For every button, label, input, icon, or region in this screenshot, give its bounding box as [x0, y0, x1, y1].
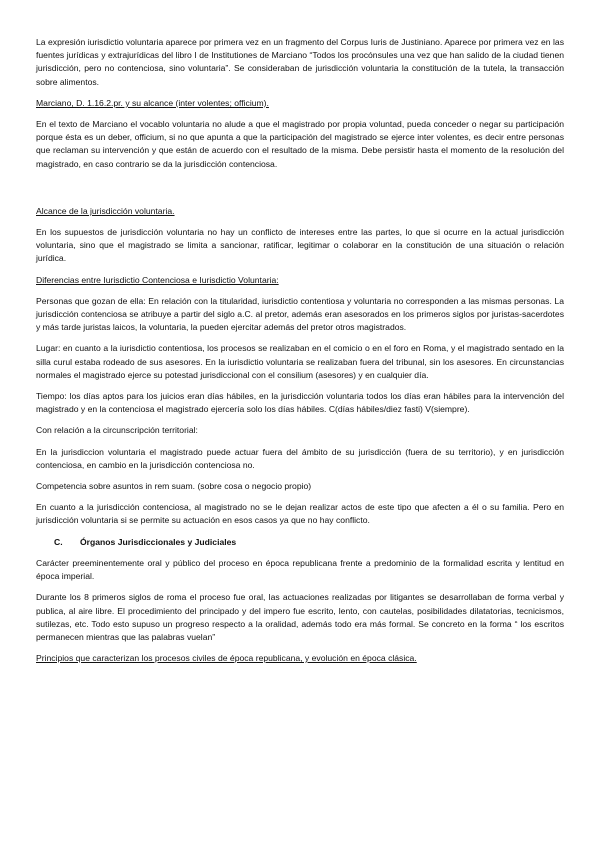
paragraph-circunscripcion: En la jurisdiccion voluntaria el magistrado puede actuar fuera del ámbito de su jurisdicción (fuera de su territorio), y en jurisdicción contenciosa, en cambio en la jurisdicción contenciosa no.: [36, 446, 564, 470]
paragraph-marciano: En el texto de Marciano el vocablo voluntaria no alude a que el magistrado por propia voluntad, pueda conceder o negar su participación porque ésta es un deber, officium, si no que apunta a que la participación del magistrado se ejerce inter volentes, es decir entre personas que reclaman su intervención y que están de acuerdo con el resultado de la misma. Debe persistir hasta el momento de la resolución del magistrado, en caso contrario se da la jurisdicción contenciosa.: [36, 119, 564, 169]
section-title: Órganos Jurisdiccionales y Judiciales: [80, 536, 237, 547]
paragraph-tiempo: Tiempo: los días aptos para los juicios eran días hábiles, en la jurisdicción voluntaria todos los días eran hábiles para la intervención del magistrado y en la contenciosa el magistrado ejercería solo los días hábiles. C(días hábiles/diez fasti) V(siempre).: [36, 391, 564, 415]
paragraph-circunscripcion-label: Con relación a la circunscripción territorial:: [36, 425, 198, 436]
paragraph-personas: Personas que gozan de ella: En relación con la titularidad, iurisdictio contentiosa y voluntaria no corresponden a las mismas personas. La jurisdicción contenciosa se atribuye a partir del siglo a.C. al pretor, además eran asesorados en los primeros siglos por juristas-sacerdotes y más tarde juristas laicos, la voluntaria, la pueden ejercitar además del pretor otros magistrados.: [36, 295, 564, 333]
paragraph-competencia-label: Competencia sobre asuntos in rem suam. (sobre cosa o negocio propio): [36, 481, 312, 492]
paragraph-intro: La expresión iurisdictio voluntaria aparece por primera vez en un fragmento del Corpus Iuris de Justiniano. Aparece por primera vez en las fuentes jurídicas y extrajurídicas del libro I de Institutiones de Marciano “Todos los procónsules una vez que han salido de la ciudad tienen jurisdicción, pero no contenciosa, sino voluntaria”. Se consideraban de jurisdicción voluntaria la constitución de la tutela, la transacción sobre alimentos.: [36, 37, 564, 87]
section-letter: C.: [54, 536, 63, 547]
paragraph-caracter: Carácter preeminentemente oral y público del proceso en época republicana frente a predominio de la formalidad escrita y lentitud en época imperial.: [36, 557, 564, 582]
underlined-heading-diferencias: Diferencias entre Iurisdictio Contenciosa e Iurisdictio Voluntaria:: [36, 274, 279, 285]
underlined-heading-principios: Principios que caracterizan los procesos civiles de época republicana, y evolución en época clásica.: [36, 653, 417, 664]
underlined-heading-marciano: Marciano, D. 1.16.2.pr. y su alcance (inter volentes; officium).: [36, 97, 269, 108]
paragraph-oral: Durante los 8 primeros siglos de roma el proceso fue oral, las actuaciones realizadas por litigantes se desarrollaban de forma verbal y publica, al aire libre. El procedimiento del principado y del impero fue escrito, lento, con cautelas, posibilidades dilatatorias, tecnicismos, sutilezas, etc. Todo esto supuso un progreso respecto a la oralidad, además todo era más formal. Se concreto en la forma “ los escritos permanecen mientras que las palabras vuelan”: [36, 592, 564, 642]
section-heading: [54, 536, 564, 549]
underlined-heading-alcance: Alcance de la jurisdicción voluntaria.: [36, 205, 175, 216]
blank-gap: [36, 179, 564, 205]
paragraph-alcance: En los supuestos de jurisdicción voluntaria no hay un conflicto de intereses entre las partes, lo que si ocurre en la actual jurisdicción voluntaria, sino que el magistrado se limita a sancionar, ratificar, legitimar o colaborar en la constitución de una situación o relación jurídica.: [36, 227, 564, 264]
paragraph-competencia: En cuanto a la jurisdicción contenciosa, al magistrado no se le dejan realizar actos de este tipo que afecten a él o su familia. Pero en jurisdicción voluntaria si se permite su actuación en esos casos ya que no hay conflicto.: [36, 502, 564, 526]
paragraph-lugar: Lugar: en cuanto a la iurisdictio contentiosa, los procesos se realizaban en el comicio o en el foro en Roma, y el magistrado sentado en la silla curul estaba rodeado de sus asesores. En la iurisdictio voluntaria se realizaban fuera del tribunal, sin los asesores. En circunstancias normales el magistrado ejerce su potestad jurisdiccional con el consilium (asesores) y en cualquier día.: [36, 343, 564, 380]
